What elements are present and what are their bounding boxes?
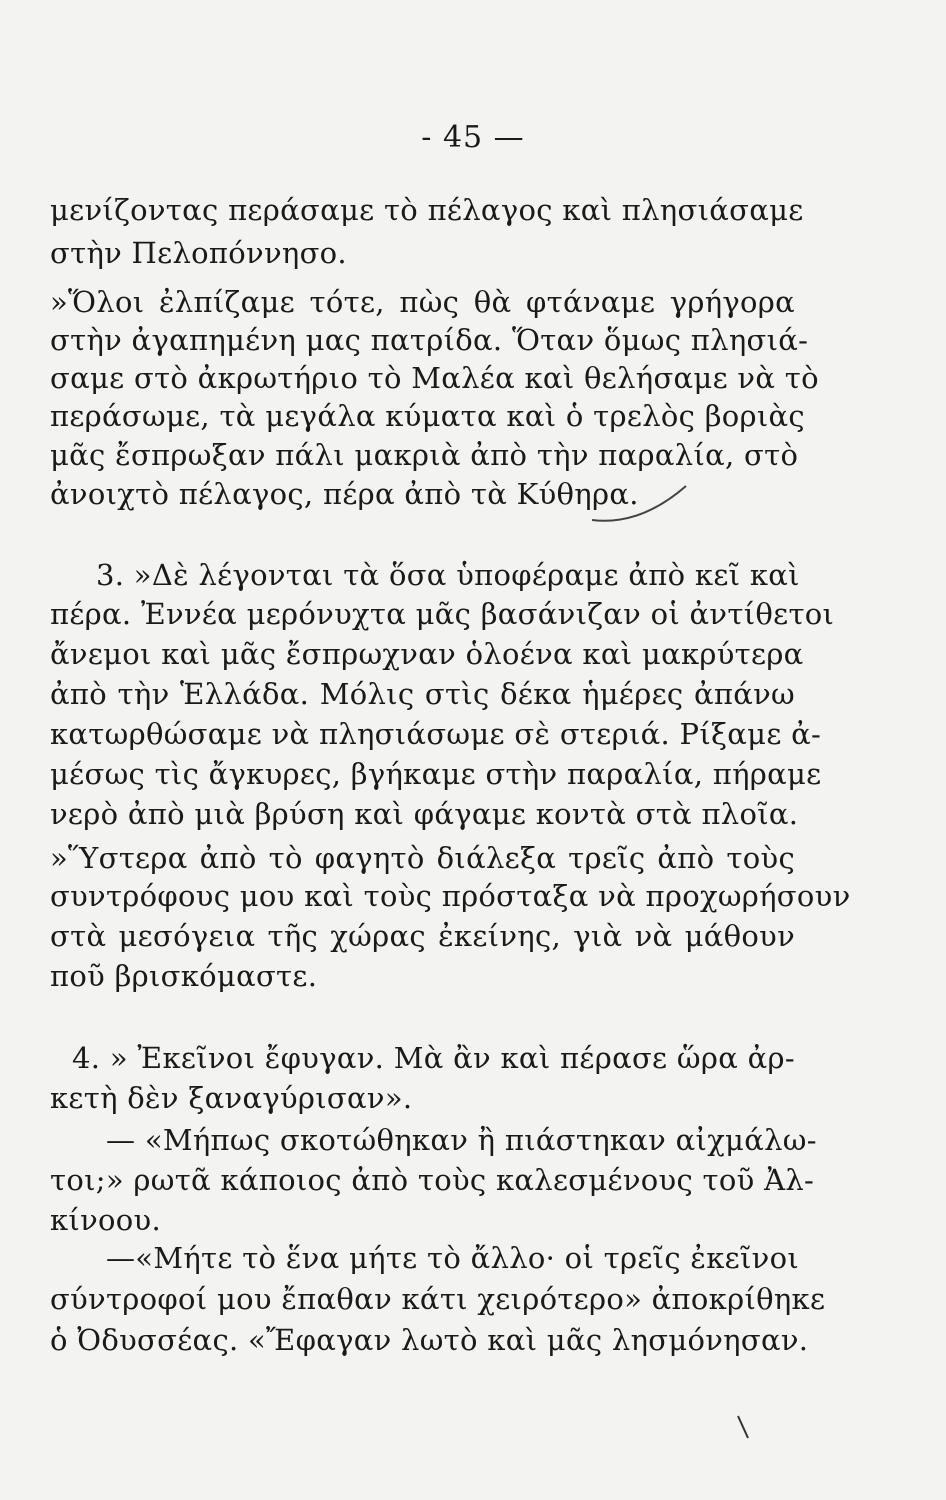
text-line: κίνοου. bbox=[50, 1203, 161, 1237]
text-line: 4. » Ἐκεῖνοι ἔφυγαν. Μὰ ἂν καὶ πέρασε ὥρα ἀρ- bbox=[72, 1041, 795, 1075]
scratch-mark bbox=[734, 1412, 754, 1442]
text-line: σαμε στὸ ἀκρωτήριο τὸ Μαλέα καὶ θελήσαμε νὰ τὸ bbox=[50, 361, 819, 395]
text-line: ἄνεμοι καὶ μᾶς ἔσπρωχναν ὁλοένα καὶ μακρύτερα bbox=[50, 637, 804, 671]
text-line: μέσως τὶς ἄγκυρες, βγήκαμε στὴν παραλία, πήραμε bbox=[50, 757, 822, 791]
text-line: »Ὅλοι ἐλπίζαμε τότε, πὼς θὰ φτάναμε γρήγορα bbox=[50, 285, 795, 319]
text-line: »Ὕστερα ἀπὸ τὸ φαγητὸ διάλεξα τρεῖς ἀπὸ τοὺς bbox=[50, 841, 795, 875]
text-line: ἀπὸ τὴν Ἑλλάδα. Μόλις στὶς δέκα ἡμέρες ἀπάνω bbox=[50, 677, 795, 711]
text-line: τοι;» ρωτᾶ κάποιος ἀπὸ τοὺς καλεσμένους τοῦ Ἀλ- bbox=[50, 1163, 815, 1197]
text-line: νερὸ ἀπὸ μιὰ βρύση καὶ φάγαμε κοντὰ στὰ πλοῖα. bbox=[50, 797, 799, 831]
page-number: - 45 — bbox=[421, 120, 525, 155]
text-line: στὴν Πελοπόννησο. bbox=[50, 236, 347, 270]
text-line: σύντροφοί μου ἔπαθαν κάτι χειρότερο» ἀποκρίθηκε bbox=[50, 1282, 826, 1316]
text-line: —«Μήτε τὸ ἕνα μήτε τὸ ἄλλο· οἱ τρεῖς ἐκεῖνοι bbox=[106, 1241, 800, 1275]
text-line: στὰ μεσόγεια τῆς χώρας ἐκείνης, γιὰ νὰ μάθουν bbox=[50, 919, 795, 953]
text-line: ὁ Ὀδυσσέας. «Ἔφαγαν λωτὸ καὶ μᾶς λησμόνησαν. bbox=[50, 1323, 809, 1357]
text-line: κατωρθώσαμε νὰ πλησιάσωμε σὲ στεριά. Ρίξαμε ἀ- bbox=[50, 717, 822, 751]
text-line: μενίζοντας περάσαμε τὸ πέλαγος καὶ πλησιάσαμε bbox=[50, 193, 804, 227]
text-line: περάσωμε, τὰ μεγάλα κύματα καὶ ὁ τρελὸς βοριὰς bbox=[50, 399, 805, 433]
text-line: 3. »Δὲ λέγονται τὰ ὅσα ὑποφέραμε ἀπὸ κεῖ καὶ bbox=[96, 558, 800, 592]
text-line: ποῦ βρισκόμαστε. bbox=[50, 959, 318, 993]
text-line: μᾶς ἔσπρωξαν πάλι μακριὰ ἀπὸ τὴν παραλία, στὸ bbox=[50, 438, 799, 472]
text-line: πέρα. Ἐννέα μερόνυχτα μᾶς βασάνιζαν οἱ ἀντίθετοι bbox=[50, 597, 835, 631]
pen-mark bbox=[590, 480, 690, 530]
text-line: στὴν ἀγαπημένη μας πατρίδα. Ὅταν ὅμως πλησιά- bbox=[50, 323, 809, 357]
text-line: συντρόφους μου καὶ τοὺς πρόσταξα νὰ προχωρήσουν bbox=[50, 879, 851, 913]
text-line: κετὴ δὲν ξαναγύρισαν». bbox=[50, 1081, 413, 1115]
text-line: — «Μήπως σκοτώθηκαν ἢ πιάστηκαν αἰχμάλω- bbox=[106, 1123, 817, 1157]
text-line: ἀνοιχτὸ πέλαγος, πέρα ἀπὸ τὰ Κύθηρα. bbox=[50, 477, 639, 511]
